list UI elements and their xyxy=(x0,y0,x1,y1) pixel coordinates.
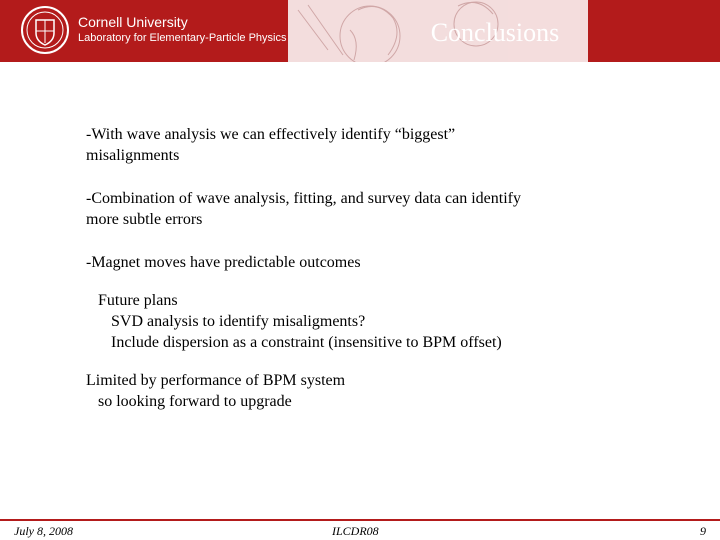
future-plan-dispersion: Include dispersion as a constraint (insensitive to BPM offset) xyxy=(111,334,502,351)
bullet-combination: -Combination of wave analysis, fitting, and survey data can identify xyxy=(86,190,521,207)
bullet-magnet-moves: -Magnet moves have predictable outcomes xyxy=(86,254,361,271)
footer-divider xyxy=(0,519,720,521)
page-title: Conclusions xyxy=(430,18,560,47)
lab-name: Laboratory for Elementary-Particle Physics xyxy=(78,32,287,44)
org-name: Cornell University xyxy=(78,14,188,30)
header-bar xyxy=(0,0,720,62)
footer-date: July 8, 2008 xyxy=(14,524,73,538)
future-plan-svd: SVD analysis to identify misaligments? xyxy=(111,313,366,330)
bullet-wave-analysis-cont: misalignments xyxy=(86,147,180,164)
looking-forward-upgrade: so looking forward to upgrade xyxy=(98,393,292,410)
bullet-combination-cont: more subtle errors xyxy=(86,211,203,228)
footer-conference: ILCDR08 xyxy=(332,524,379,538)
future-plans-heading: Future plans xyxy=(98,292,178,309)
slide-body xyxy=(86,124,686,412)
logo-text xyxy=(78,14,286,45)
bullet-wave-analysis: -With wave analysis we can effectively identify “biggest” xyxy=(86,126,456,143)
page-number: 9 xyxy=(700,524,706,538)
cornell-seal-icon xyxy=(20,5,70,55)
limited-by-bpm: Limited by performance of BPM system xyxy=(86,372,346,389)
